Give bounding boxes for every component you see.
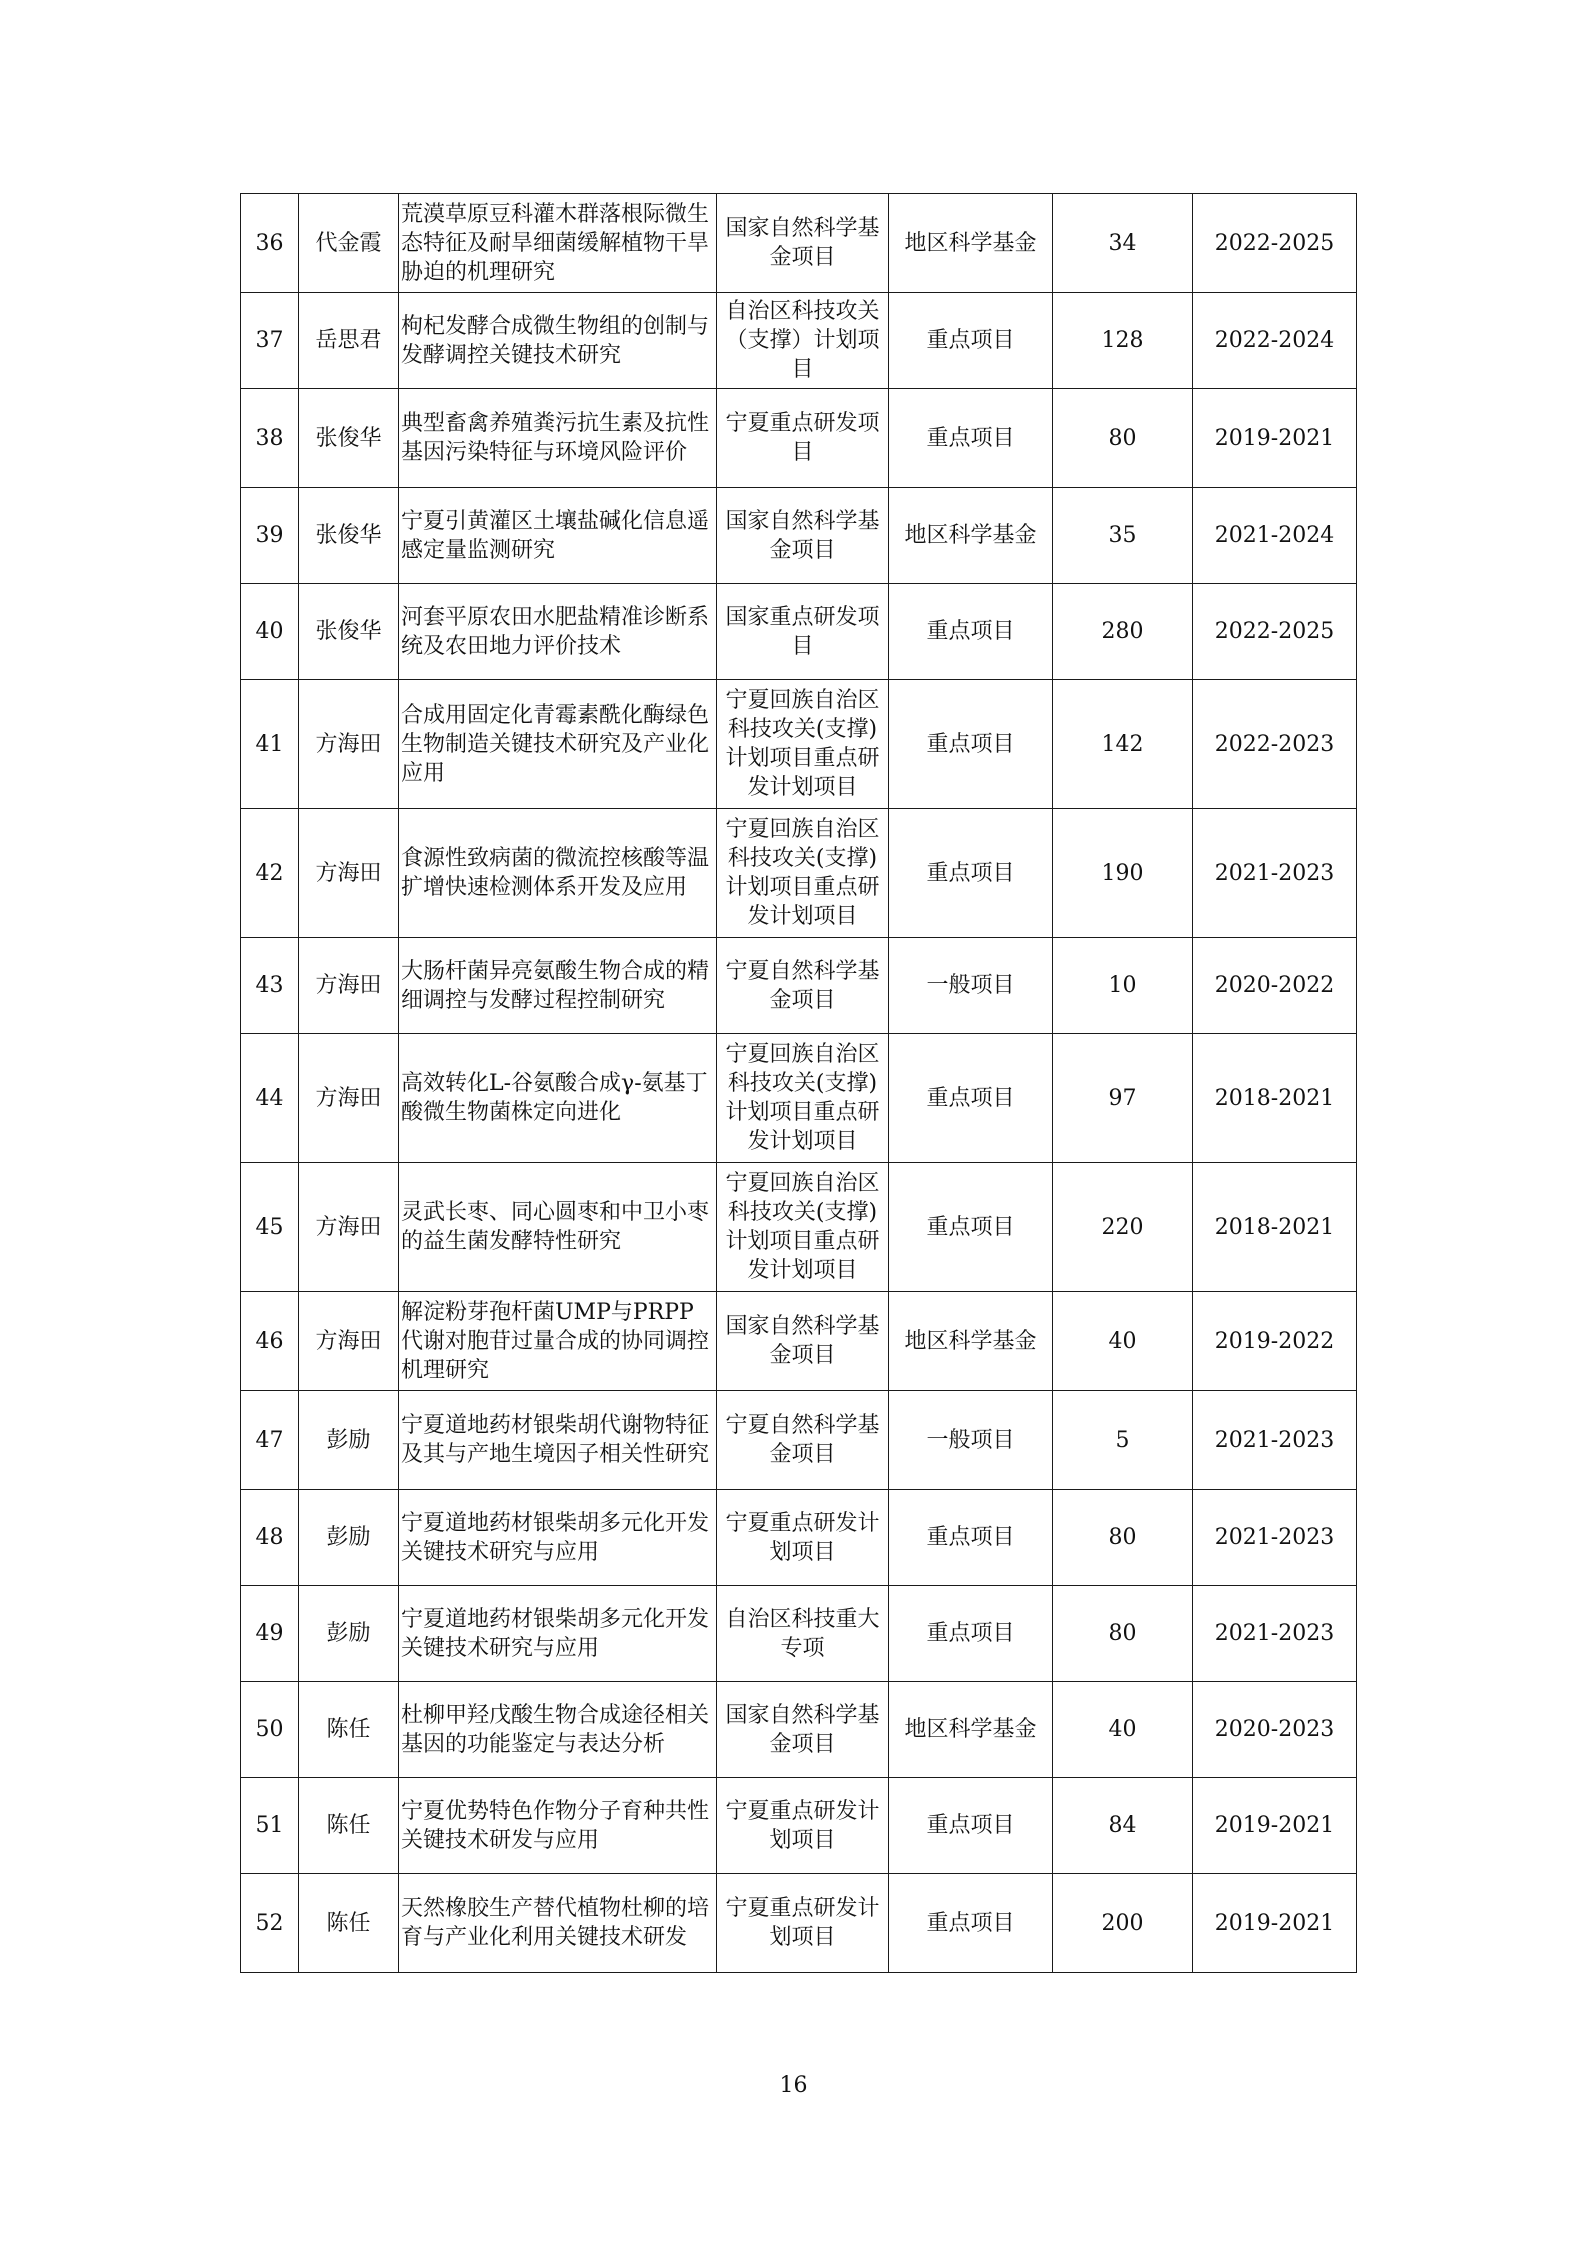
period-cell: 2021-2023 — [1193, 1391, 1357, 1490]
period-cell: 2019-2021 — [1193, 1874, 1357, 1973]
funding-cell: 220 — [1053, 1163, 1193, 1292]
project-source-cell: 国家自然科学基金项目 — [717, 1682, 889, 1778]
principal-name-cell: 方海田 — [299, 1163, 399, 1292]
row-number-cell: 39 — [241, 488, 299, 584]
project-title-cell: 大肠杆菌异亮氨酸生物合成的精细调控与发酵过程控制研究 — [399, 938, 717, 1034]
principal-name-cell: 张俊华 — [299, 488, 399, 584]
row-number-cell: 37 — [241, 293, 299, 389]
principal-name-cell: 方海田 — [299, 809, 399, 938]
funding-cell: 40 — [1053, 1682, 1193, 1778]
project-category-cell: 重点项目 — [889, 1490, 1053, 1586]
funding-cell: 128 — [1053, 293, 1193, 389]
project-source-cell: 国家自然科学基金项目 — [717, 488, 889, 584]
table-row — [241, 194, 1357, 293]
table-row — [241, 1682, 1357, 1778]
principal-name-cell: 代金霞 — [299, 194, 399, 293]
row-number-cell: 42 — [241, 809, 299, 938]
project-title-cell: 枸杞发酵合成微生物组的创制与发酵调控关键技术研究 — [399, 293, 717, 389]
period-cell: 2019-2022 — [1193, 1292, 1357, 1391]
project-title-cell: 宁夏道地药材银柴胡多元化开发关键技术研究与应用 — [399, 1490, 717, 1586]
project-source-cell: 宁夏回族自治区科技攻关(支撑)计划项目重点研发计划项目 — [717, 1163, 889, 1292]
period-cell: 2022-2023 — [1193, 680, 1357, 809]
project-category-cell: 一般项目 — [889, 938, 1053, 1034]
row-number-cell: 45 — [241, 1163, 299, 1292]
table-row — [241, 1490, 1357, 1586]
period-cell: 2021-2024 — [1193, 488, 1357, 584]
period-cell: 2022-2025 — [1193, 584, 1357, 680]
row-number-cell: 41 — [241, 680, 299, 809]
page-number: 16 — [779, 2073, 808, 2098]
principal-name-cell: 方海田 — [299, 1034, 399, 1163]
project-title-cell: 典型畜禽养殖粪污抗生素及抗性基因污染特征与环境风险评价 — [399, 389, 717, 488]
funding-cell: 280 — [1053, 584, 1193, 680]
funding-cell: 35 — [1053, 488, 1193, 584]
period-cell: 2018-2021 — [1193, 1163, 1357, 1292]
funding-cell: 200 — [1053, 1874, 1193, 1973]
principal-name-cell: 陈任 — [299, 1874, 399, 1973]
project-title-cell: 高效转化L-谷氨酸合成γ-氨基丁酸微生物菌株定向进化 — [399, 1034, 717, 1163]
row-number-cell: 47 — [241, 1391, 299, 1490]
project-category-cell: 重点项目 — [889, 1778, 1053, 1874]
table-row — [241, 1586, 1357, 1682]
funding-cell: 5 — [1053, 1391, 1193, 1490]
project-category-cell: 重点项目 — [889, 1586, 1053, 1682]
project-source-cell: 宁夏重点研发计划项目 — [717, 1874, 889, 1973]
table-row — [241, 293, 1357, 389]
project-source-cell: 宁夏自然科学基金项目 — [717, 1391, 889, 1490]
period-cell: 2019-2021 — [1193, 389, 1357, 488]
project-source-cell: 宁夏回族自治区科技攻关(支撑)计划项目重点研发计划项目 — [717, 680, 889, 809]
funding-cell: 84 — [1053, 1778, 1193, 1874]
principal-name-cell: 方海田 — [299, 938, 399, 1034]
table-row — [241, 809, 1357, 938]
project-title-cell: 合成用固定化青霉素酰化酶绿色生物制造关键技术研究及产业化应用 — [399, 680, 717, 809]
table-row — [241, 389, 1357, 488]
project-title-cell: 解淀粉芽孢杆菌UMP与PRPP代谢对胞苷过量合成的协同调控机理研究 — [399, 1292, 717, 1391]
project-title-cell: 荒漠草原豆科灌木群落根际微生态特征及耐旱细菌缓解植物干旱胁迫的机理研究 — [399, 194, 717, 293]
project-title-cell: 杜柳甲羟戊酸生物合成途径相关基因的功能鉴定与表达分析 — [399, 1682, 717, 1778]
funding-cell: 97 — [1053, 1034, 1193, 1163]
project-category-cell: 地区科学基金 — [889, 194, 1053, 293]
principal-name-cell: 陈任 — [299, 1778, 399, 1874]
period-cell: 2021-2023 — [1193, 1586, 1357, 1682]
period-cell: 2021-2023 — [1193, 809, 1357, 938]
funding-cell: 34 — [1053, 194, 1193, 293]
principal-name-cell: 岳思君 — [299, 293, 399, 389]
table-row — [241, 1778, 1357, 1874]
project-category-cell: 地区科学基金 — [889, 488, 1053, 584]
table-row — [241, 1292, 1357, 1391]
principal-name-cell: 方海田 — [299, 1292, 399, 1391]
table-row — [241, 1163, 1357, 1292]
table-row — [241, 1034, 1357, 1163]
project-source-cell: 宁夏重点研发计划项目 — [717, 1490, 889, 1586]
period-cell: 2018-2021 — [1193, 1034, 1357, 1163]
project-title-cell: 宁夏引黄灌区土壤盐碱化信息遥感定量监测研究 — [399, 488, 717, 584]
project-source-cell: 宁夏重点研发计划项目 — [717, 1778, 889, 1874]
row-number-cell: 51 — [241, 1778, 299, 1874]
project-title-cell: 宁夏优势特色作物分子育种共性关键技术研发与应用 — [399, 1778, 717, 1874]
project-source-cell: 宁夏回族自治区科技攻关(支撑)计划项目重点研发计划项目 — [717, 1034, 889, 1163]
funding-cell: 40 — [1053, 1292, 1193, 1391]
project-category-cell: 重点项目 — [889, 1034, 1053, 1163]
row-number-cell: 36 — [241, 194, 299, 293]
period-cell: 2021-2023 — [1193, 1490, 1357, 1586]
project-source-cell: 自治区科技攻关（支撑）计划项目 — [717, 293, 889, 389]
project-category-cell: 重点项目 — [889, 1163, 1053, 1292]
funding-cell: 10 — [1053, 938, 1193, 1034]
project-source-cell: 自治区科技重大专项 — [717, 1586, 889, 1682]
table-row — [241, 680, 1357, 809]
row-number-cell: 40 — [241, 584, 299, 680]
project-category-cell: 重点项目 — [889, 584, 1053, 680]
table-row — [241, 938, 1357, 1034]
principal-name-cell: 张俊华 — [299, 389, 399, 488]
principal-name-cell: 方海田 — [299, 680, 399, 809]
project-category-cell: 重点项目 — [889, 293, 1053, 389]
project-title-cell: 灵武长枣、同心圆枣和中卫小枣的益生菌发酵特性研究 — [399, 1163, 717, 1292]
table-row — [241, 1874, 1357, 1973]
project-category-cell: 重点项目 — [889, 680, 1053, 809]
project-source-cell: 国家自然科学基金项目 — [717, 1292, 889, 1391]
period-cell: 2020-2023 — [1193, 1682, 1357, 1778]
period-cell: 2022-2025 — [1193, 194, 1357, 293]
project-category-cell: 地区科学基金 — [889, 1682, 1053, 1778]
period-cell: 2020-2022 — [1193, 938, 1357, 1034]
project-title-cell: 食源性致病菌的微流控核酸等温扩增快速检测体系开发及应用 — [399, 809, 717, 938]
project-source-cell: 宁夏重点研发项目 — [717, 389, 889, 488]
project-source-cell: 宁夏回族自治区科技攻关(支撑)计划项目重点研发计划项目 — [717, 809, 889, 938]
period-cell: 2019-2021 — [1193, 1778, 1357, 1874]
principal-name-cell: 张俊华 — [299, 584, 399, 680]
project-title-cell: 宁夏道地药材银柴胡多元化开发关键技术研究与应用 — [399, 1586, 717, 1682]
project-source-cell: 国家重点研发项目 — [717, 584, 889, 680]
row-number-cell: 38 — [241, 389, 299, 488]
principal-name-cell: 彭励 — [299, 1586, 399, 1682]
row-number-cell: 49 — [241, 1586, 299, 1682]
table-row — [241, 584, 1357, 680]
period-cell: 2022-2024 — [1193, 293, 1357, 389]
projects-table — [240, 193, 1357, 1973]
funding-cell: 80 — [1053, 389, 1193, 488]
funding-cell: 142 — [1053, 680, 1193, 809]
table-row — [241, 1391, 1357, 1490]
funding-cell: 80 — [1053, 1586, 1193, 1682]
principal-name-cell: 彭励 — [299, 1391, 399, 1490]
project-category-cell: 一般项目 — [889, 1391, 1053, 1490]
row-number-cell: 46 — [241, 1292, 299, 1391]
table-row — [241, 488, 1357, 584]
row-number-cell: 50 — [241, 1682, 299, 1778]
project-source-cell: 国家自然科学基金项目 — [717, 194, 889, 293]
project-category-cell: 地区科学基金 — [889, 1292, 1053, 1391]
project-category-cell: 重点项目 — [889, 809, 1053, 938]
row-number-cell: 44 — [241, 1034, 299, 1163]
row-number-cell: 52 — [241, 1874, 299, 1973]
principal-name-cell: 彭励 — [299, 1490, 399, 1586]
project-title-cell: 河套平原农田水肥盐精准诊断系统及农田地力评价技术 — [399, 584, 717, 680]
project-title-cell: 天然橡胶生产替代植物杜柳的培育与产业化利用关键技术研发 — [399, 1874, 717, 1973]
project-category-cell: 重点项目 — [889, 389, 1053, 488]
table-body — [241, 194, 1357, 1973]
funding-cell: 80 — [1053, 1490, 1193, 1586]
project-category-cell: 重点项目 — [889, 1874, 1053, 1973]
row-number-cell: 48 — [241, 1490, 299, 1586]
project-source-cell: 宁夏自然科学基金项目 — [717, 938, 889, 1034]
principal-name-cell: 陈任 — [299, 1682, 399, 1778]
project-title-cell: 宁夏道地药材银柴胡代谢物特征及其与产地生境因子相关性研究 — [399, 1391, 717, 1490]
funding-cell: 190 — [1053, 809, 1193, 938]
row-number-cell: 43 — [241, 938, 299, 1034]
